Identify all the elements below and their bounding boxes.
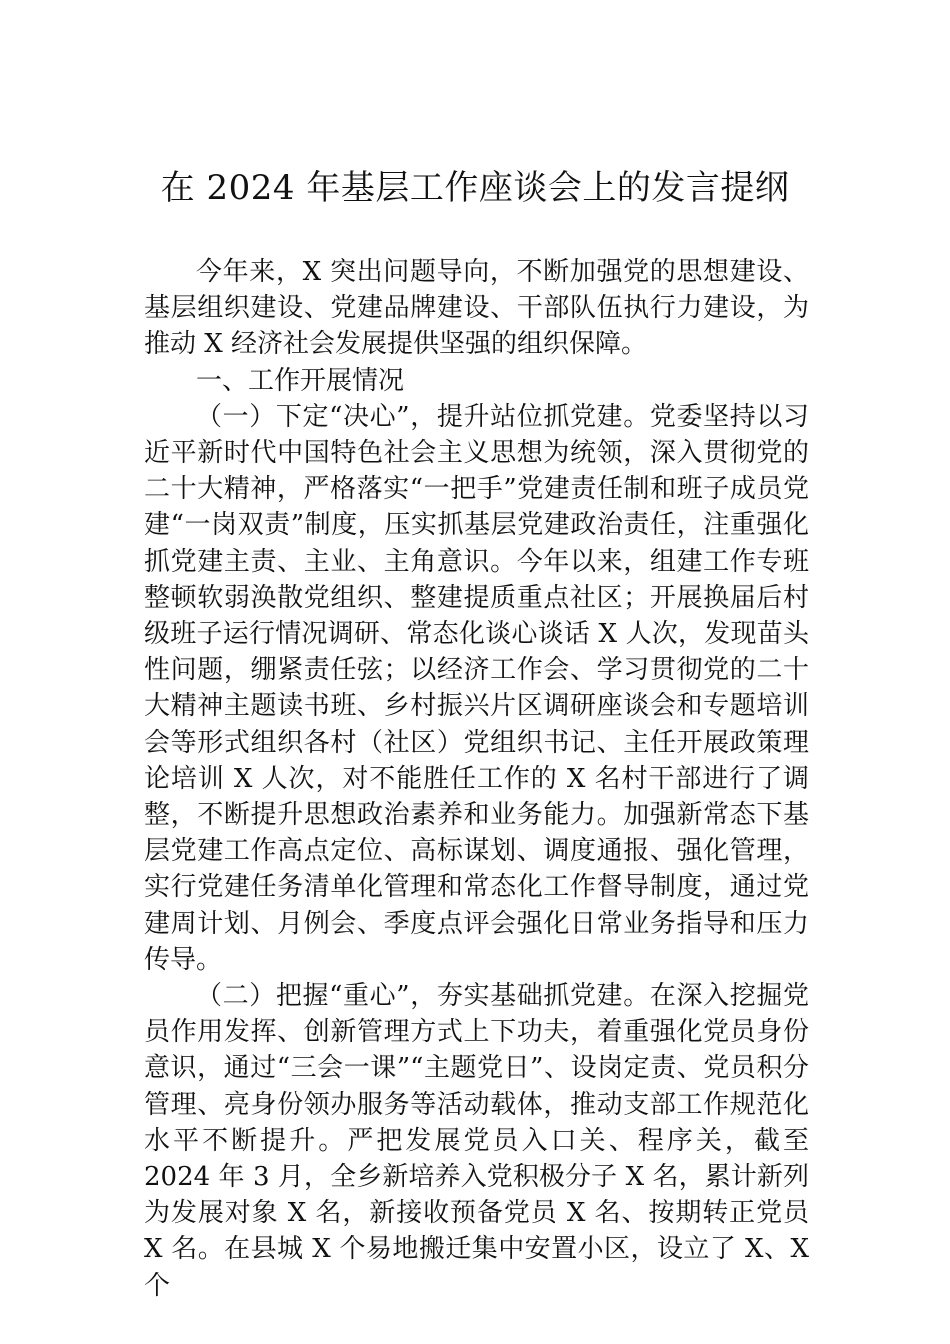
- document-title: 在 2024 年基层工作座谈会上的发言提纲: [160, 168, 790, 208]
- paragraph-section-1-2: （二）把握“重心”，夯实基础抓党建。在深入挖掘党员作用发挥、创新管理方式上下功夫，着重强化党员身份意识，通过“三会一课”“主题党日”、设岗定责、党员积分管理、亮身份领办服务等活动载体，推动支部工作规范化水平不断提升。严把发展党员入口关、程序关，截至 2024 年 3 月，全乡新培养入党积极分子 X 名，累计新列为发展对象 X 名，新接收预备党员 X 名、按期转正党员 X 名。在县城 X 个易地搬迁集中安置小区，设立了 X、X 个: [144, 981, 809, 1301]
- section-heading-1: 一、工作开展情况: [196, 365, 405, 396]
- document-body: [144, 254, 809, 1304]
- paragraph-intro: 今年来，X 突出问题导向，不断加强党的思想建设、基层组织建设、党建品牌建设、干部队伍执行力建设，为推动 X 经济社会发展提供坚强的组织保障。: [144, 257, 809, 360]
- paragraph-section-1-1: （一）下定“决心”，提升站位抓党建。党委坚持以习近平新时代中国特色社会主义思想为统领，深入贯彻党的二十大精神，严格落实“一把手”党建责任制和班子成员党建“一岗双责”制度，压实抓基层党建政治责任，注重强化抓党建主责、主业、主角意识。今年以来，组建工作专班整顿软弱涣散党组织、整建提质重点社区；开展换届后村级班子运行情况调研、常态化谈心谈话 X 人次，发现苗头性问题，绷紧责任弦；以经济工作会、学习贯彻党的二十大精神主题读书班、乡村振兴片区调研座谈会和专题培训会等形式组织各村（社区）党组织书记、主任开展政策理论培训 X 人次，对不能胜任工作的 X 名村干部进行了调整，不断提升思想政治素养和业务能力。加强新常态下基层党建工作高点定位、高标谋划、调度通报、强化管理，实行党建任务清单化管理和常态化工作督导制度，通过党建周计划、月例会、季度点评会强化日常业务指导和压力传导。: [144, 401, 809, 975]
